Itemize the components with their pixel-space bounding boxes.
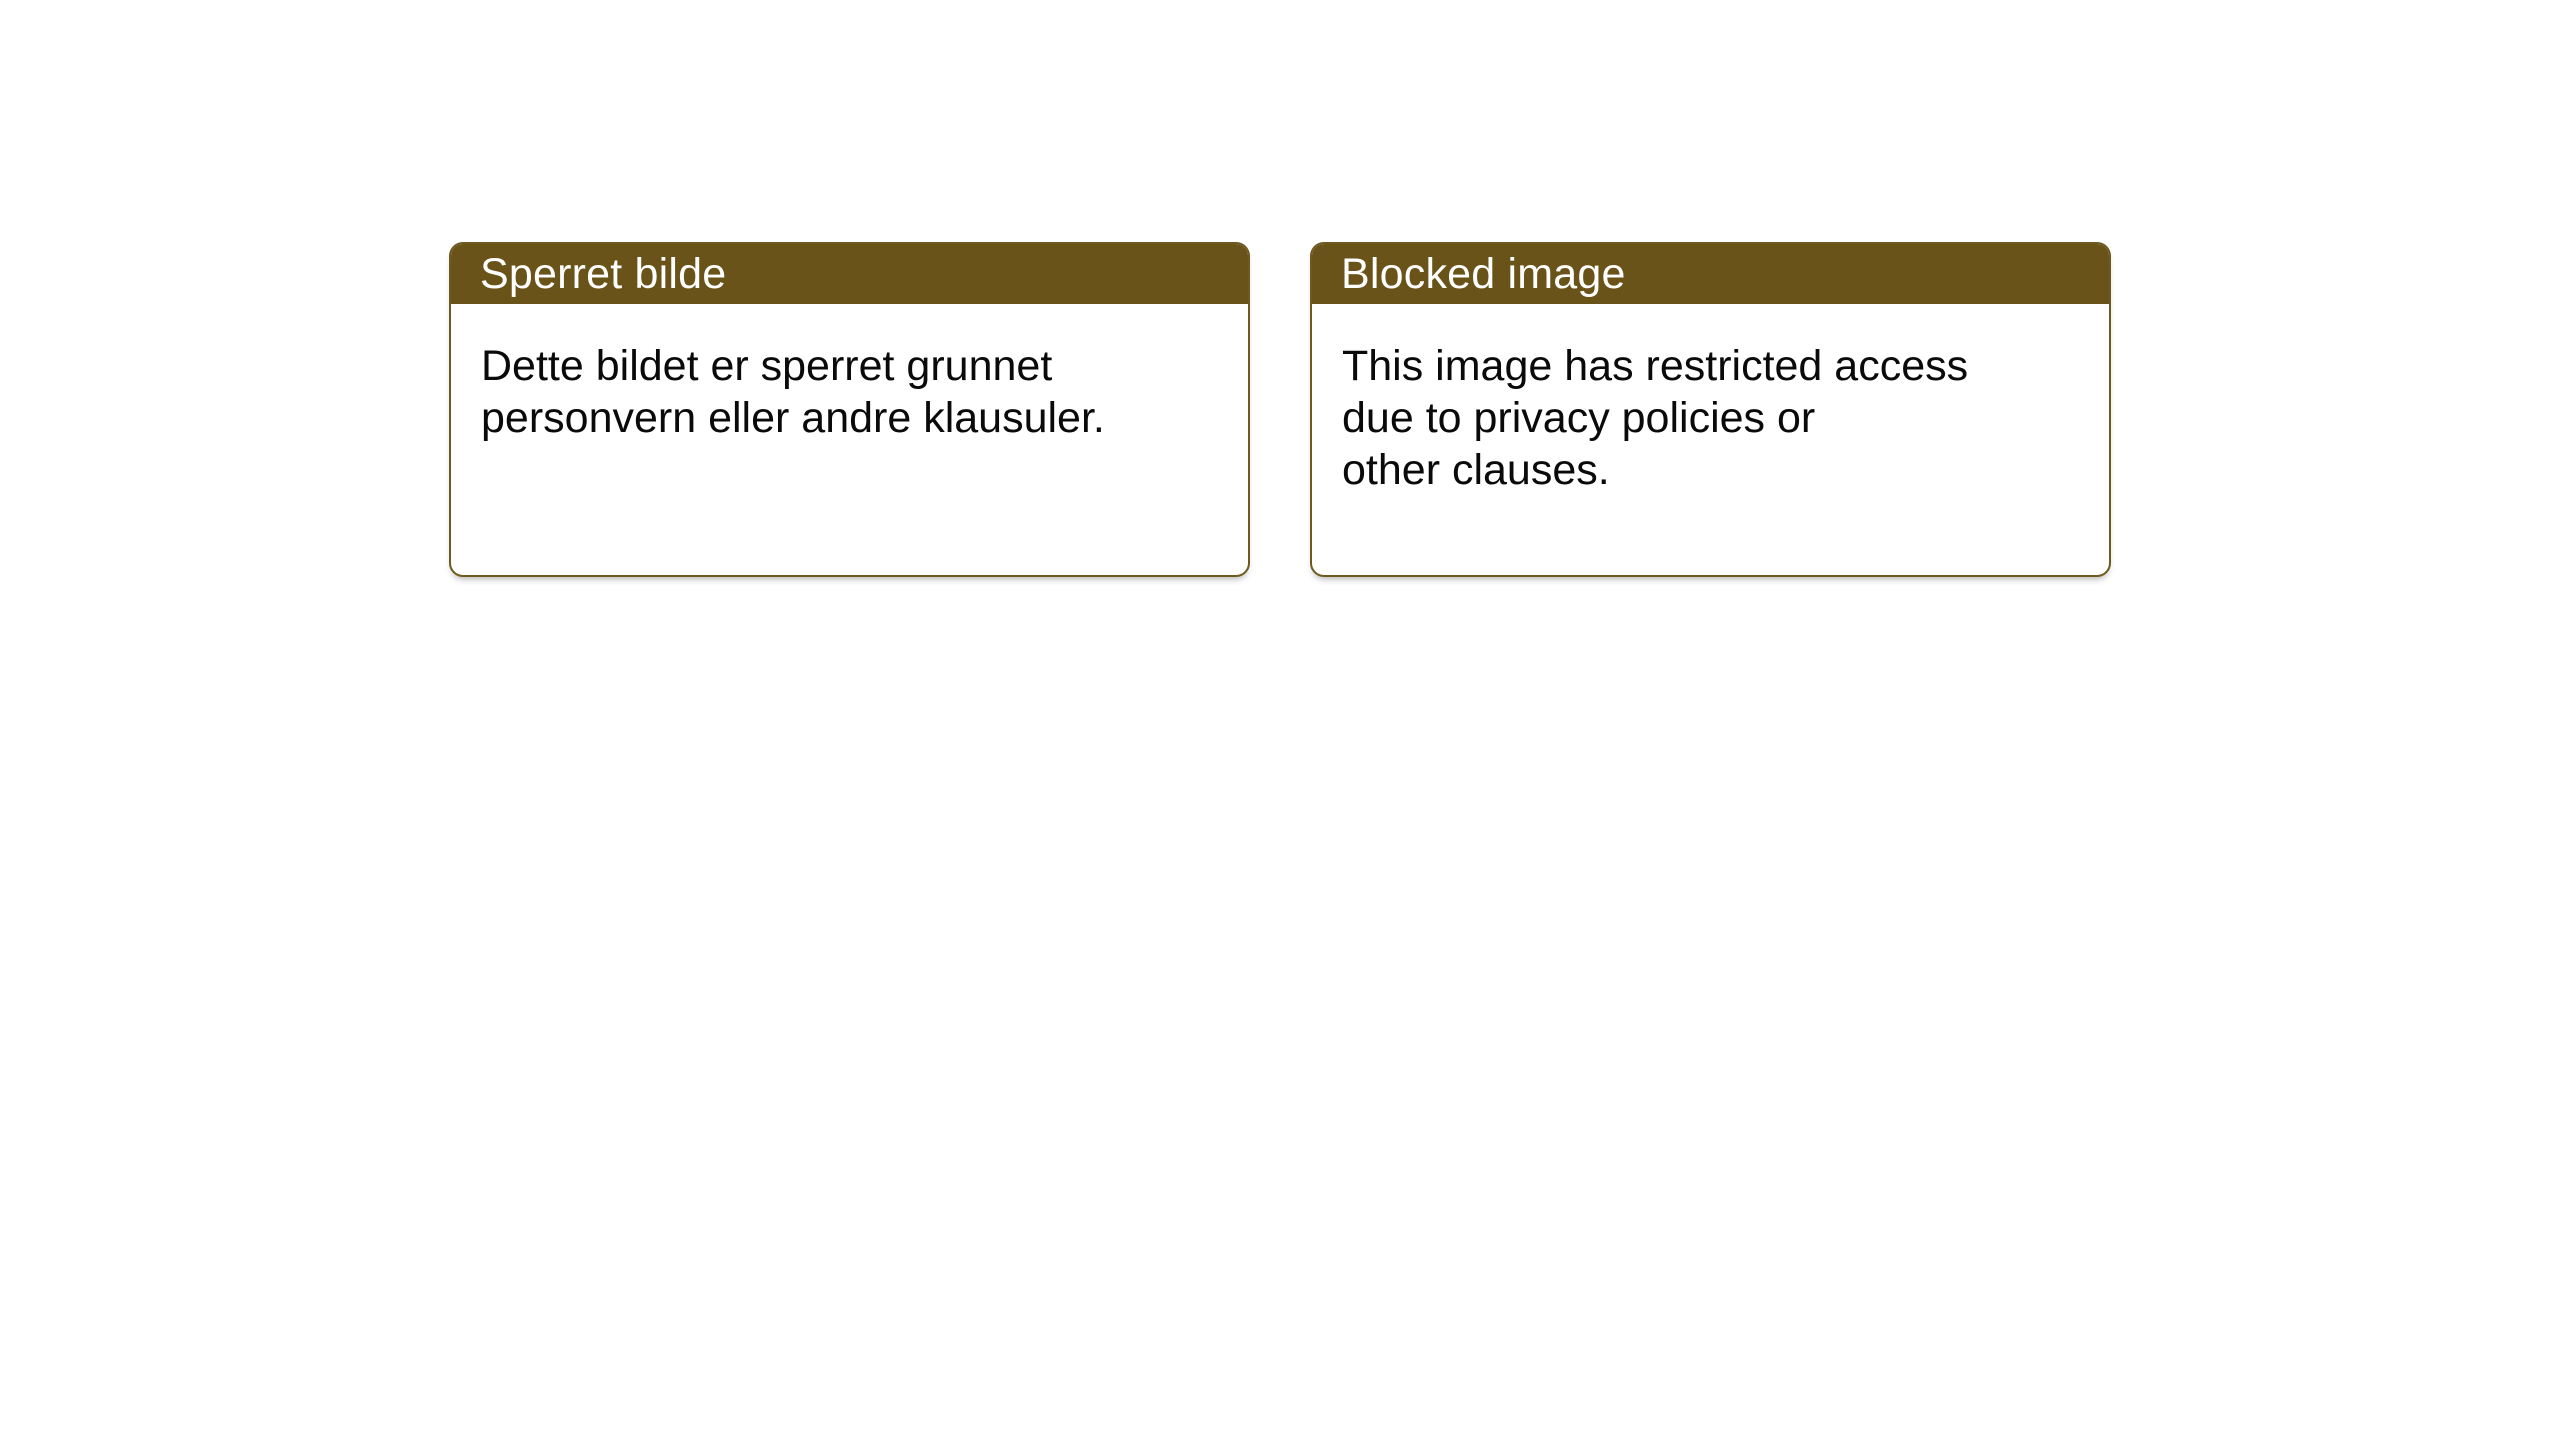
card-body [1312, 304, 2109, 496]
body-text-line: This image has restricted access [1342, 342, 1969, 390]
body-text-line: other clauses. [1342, 446, 1610, 494]
card-header [451, 244, 1248, 304]
blocked-image-card-english [1310, 242, 2111, 577]
card-body [451, 304, 1248, 444]
body-text-line: Dette bildet er sperret grunnet [481, 342, 1053, 390]
card-title: Sperret bilde [480, 249, 727, 298]
card-title: Blocked image [1341, 249, 1626, 298]
blocked-image-card-norwegian [449, 242, 1250, 577]
body-text-line: due to privacy policies or [1342, 394, 1816, 442]
body-text-line: personvern eller andre klausuler. [481, 394, 1105, 442]
card-header [1312, 244, 2109, 304]
